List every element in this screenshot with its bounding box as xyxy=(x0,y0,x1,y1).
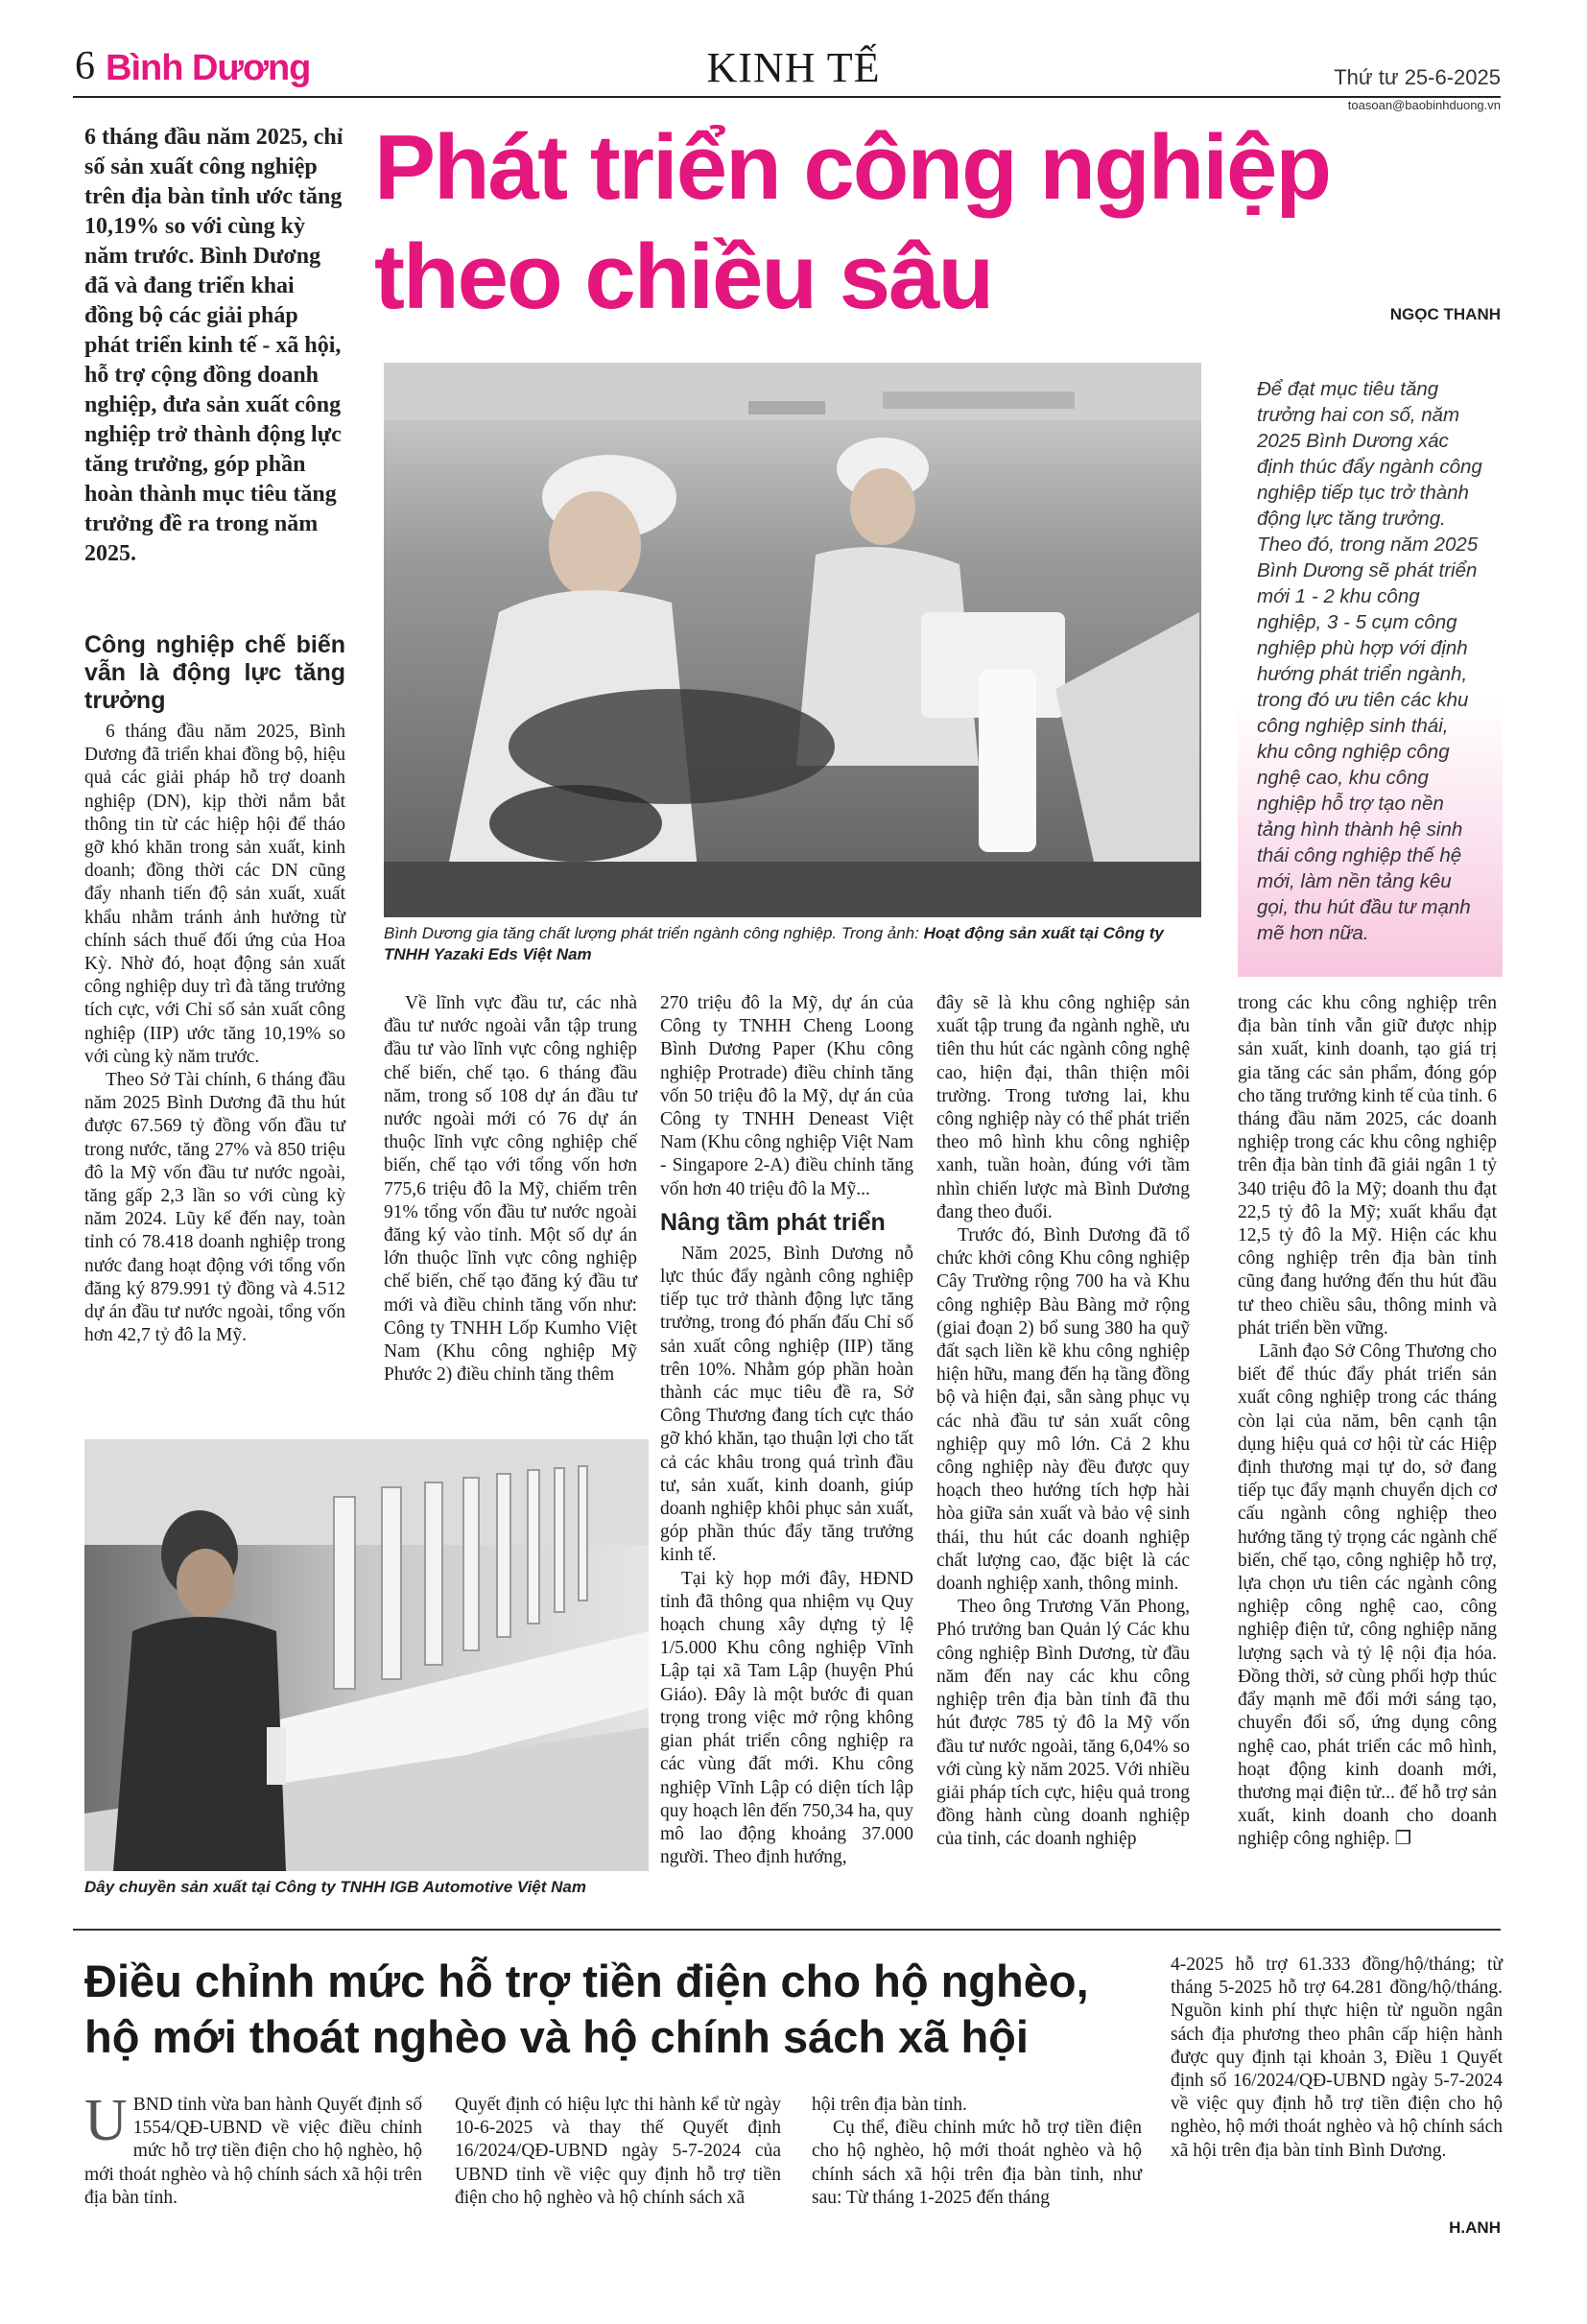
article-lead: 6 tháng đầu năm 2025, chỉ số sản xuất công nghiệp trên địa bàn tỉnh ước tăng 10,19% so với cùng kỳ năm trước. Bình Dương đã và đang triển khai đồng bộ các giải pháp phát triển kinh tế - xã hội, hỗ trợ cộng đồng doanh nghiệp, đưa sản xuất công nghiệp trở thành động lực tăng trưởng, góp phần hoàn thành mục tiêu tăng trưởng đề ra trong năm 2025. xyxy=(84,125,343,566)
news2-paragraph: Quyết định có hiệu lực thi hành kể từ ngày 10-6-2025 và thay thế Quyết định 16/2024/QĐ-UBND ngày 5-7-2024 của UBND tỉnh về việc quy định hỗ trợ tiền điện cho hộ nghèo và hộ chính sách xã xyxy=(455,2095,781,2208)
news2-column-1 xyxy=(84,2088,422,2210)
news2-paragraph: BND tỉnh vừa ban hành Quyết định số 1554/QĐ-UBND về việc điều chỉnh mức hỗ trợ tiền điện cho hộ nghèo, hộ mới thoát nghèo và hộ chính sách xã hội trên địa bàn tỉnh. xyxy=(84,2095,422,2208)
paragraph-text: Lãnh đạo Sở Công Thương cho biết để thúc đẩy phát triển sản xuất công nghiệp trong các tháng còn lại của năm, bên cạnh tận dụng hiệu quả cơ hội từ các Hiệp định thương mại tự do, sở đang tiếp tục đẩy mạnh chuyển dịch cơ cấu ngành công nghiệp theo hướng tăng tỷ trọng các ngành chế biến, chế tạo, công nghiệp hỗ trợ, lựa chọn ưu tiên các ngành công nghiệp công nghệ cao, công nghiệp điện tử, công nghiệp năng lượng sạch và tỷ lệ nội địa hóa. Đồng thời, sở cùng phối hợp thúc đẩy mạnh mẽ đổi mới sáng tạo, chuyển đổi số, ứng dụng công nghệ cao, phát triển các mô hình, hoạt động kinh doanh mới, thương mại điện tử... để hỗ trợ sản xuất, kinh doanh cho doanh nghiệp công nghiệp. xyxy=(1238,1341,1497,1850)
factory-workers-photo-graphic xyxy=(384,363,1201,917)
article-column-4 xyxy=(936,992,1190,1852)
news2-paragraph: hội trên địa bàn tỉnh. xyxy=(812,2095,967,2115)
paragraph: Theo Sở Tài chính, 6 tháng đầu năm 2025 Bình Dương đã thu hút được 67.569 tỷ đồng vốn đầu tư trong nước, tăng 27% và 850 triệu đô la Mỹ vốn đầu tư nước ngoài, tăng gấp 2,3 lần so với cùng kỳ năm 2024. Lũy kế đến nay, toàn tỉnh có 78.418 doanh nghiệp trong nước đang hoạt động với tổng vốn đăng ký 879.991 tỷ đồng và 4.512 dự án đầu tư nước ngoài, tổng vốn hơn 42,7 tỷ đô la Mỹ. xyxy=(84,1070,345,1346)
paragraph: Về lĩnh vực đầu tư, các nhà đầu tư nước ngoài vẫn tập trung đầu tư vào lĩnh vực công nghiệp chế biến, chế tạo. 6 tháng đầu năm, trong số 108 dự án đầu tư nước ngoài mới có 76 dự án thuộc lĩnh vực công nghiệp chế biến, chế tạo với tổng vốn hơn 775,6 triệu đô la Mỹ, chiếm trên 91% tổng vốn đầu tư nước ngoài đăng ký vào tỉnh. Một số dự án lớn thuộc lĩnh vực công nghiệp chế biến, chế tạo đăng ký đầu tư mới và điều chỉnh tăng vốn như: Công ty TNHH Lốp Kumho Việt Nam (Khu công nghiệp Mỹ Phước 2) điều chỉnh tăng thêm xyxy=(384,993,637,1386)
page-number: 6 xyxy=(75,44,95,88)
article-column-5 xyxy=(1238,992,1497,1852)
news2-title-line2: hộ mới thoát nghèo và hộ chính sách xã hội xyxy=(84,2011,1029,2062)
news2-paragraph: Cụ thể, điều chỉnh mức hỗ trợ tiền điện cho hộ nghèo, hộ mới thoát nghèo và hộ chính sách xã hội trên địa bàn tỉnh, như sau: Từ tháng 1-2025 đến tháng xyxy=(812,2118,1142,2208)
article-column-2 xyxy=(384,992,637,1387)
article-title-line1: Phát triển công nghiệp xyxy=(374,116,1331,219)
photo2-caption-text: Dây chuyền sản xuất tại Công ty TNHH IGB Automotive Việt Nam xyxy=(84,1878,586,1896)
brand-logo: Bình Dương xyxy=(106,48,311,88)
newsroom-email: toasoan@baobinhduong.vn xyxy=(1347,98,1501,112)
photo1-caption xyxy=(384,923,1201,965)
paragraph: Trước đó, Bình Dương đã tổ chức khởi công Khu công nghiệp Cây Trường rộng 700 ha và Khu công nghiệp Bàu Bàng mở rộng (giai đoạn 2) bổ sung 380 ha quỹ đất sạch liền kề khu công nghiệp hiện hữu, mang đến hạ tầng đồng bộ và hiện đại, sẵn sàng phục vụ các nhà đầu tư sản xuất công nghiệp quy mô lớn. Cả 2 khu công nghiệp này đều được quy hoạch theo hướng tích hợp hài hòa giữa sản xuất và bảo vệ sinh thái, thu hút các doanh nghiệp chất lượng cao, đặc biệt là các doanh nghiệp xanh, thông minh. xyxy=(936,1225,1190,1595)
paragraph xyxy=(1238,1340,1497,1851)
sidebar-quote: Để đạt mục tiêu tăng trưởng hai con số, năm 2025 Bình Dương xác định thúc đẩy ngành công nghiệp tiếp tục trở thành động lực tăng trưởng. Theo đó, trong năm 2025 Bình Dương sẽ phát triển mới 1 - 2 khu công nghiệp, 3 - 5 cụm công nghiệp phù hợp với định hướng phát triển ngành, trong đó ưu tiên các khu công nghiệp sinh thái, khu công nghiệp công nghệ cao, khu công nghiệp hỗ trợ tạo nền tảng hình thành hệ sinh thái công nghiệp thế hệ mới, làm nền tảng kêu gọi, thu hút đầu tư mạnh mẽ hơn nữa. xyxy=(1257,378,1482,944)
end-mark-icon: ❐ xyxy=(1394,1829,1412,1850)
article-title-line2: theo chiều sâu xyxy=(374,225,993,328)
paragraph: 6 tháng đầu năm 2025, Bình Dương đã triển khai đồng bộ, hiệu quả các giải pháp hỗ trợ doanh nghiệp (DN), kịp thời nắm bắt thông tin từ các hiệp hội để tháo gỡ khó khăn trong sản xuất, kinh doanh; đồng thời các DN cũng đẩy nhanh tiến độ sản xuất, xuất khẩu nhằm tránh ảnh hưởng từ chính sách thuế đối ứng của Hoa Kỳ. Nhờ đó, hoạt động sản xuất công nghiệp duy trì đà tăng trưởng tích cực, với Chỉ số sản xuất công nghiệp (IIP) ước tăng 10,19% so với cùng kỳ năm trước. xyxy=(84,722,345,1067)
dropcap: U xyxy=(84,2088,128,2153)
production-line-photo-graphic xyxy=(84,1439,649,1871)
paragraph: Theo ông Trương Văn Phong, Phó trưởng ban Quản lý Các khu công nghiệp Bình Dương, từ đầu năm đến nay các khu công nghiệp trên địa bàn tỉnh đã thu hút được 785 tỷ đô la Mỹ vốn đầu tư nước ngoài, tăng 6,04% so với cùng kỳ năm 2025. Với nhiều giải pháp tích cực, hiệu quả trong đồng hành cùng doanh nghiệp của tỉnh, các doanh nghiệp xyxy=(936,1597,1190,1850)
photo2-caption xyxy=(84,1877,649,1898)
header-rule xyxy=(73,96,1501,98)
issue-date: Thứ tư 25-6-2025 xyxy=(1334,65,1501,89)
news2-title-line1: Điều chỉnh mức hỗ trợ tiền điện cho hộ nghèo, xyxy=(84,1956,1089,2006)
production-line-photo xyxy=(84,1439,649,1871)
section-title: KINH TẾ xyxy=(706,44,881,91)
article-author: NGỌC THANH xyxy=(1389,305,1501,323)
news2-column-3 xyxy=(812,2094,1142,2210)
section-divider xyxy=(73,1929,1501,1931)
news2-author: H.ANH xyxy=(1449,2218,1501,2237)
paragraph: trong các khu công nghiệp trên địa bàn tỉnh vẫn giữ được nhịp sản xuất, kinh doanh, tạo giá trị gia tăng các sản phẩm, đóng góp cho tăng trưởng kinh tế của tỉnh. 6 tháng đầu năm 2025, các doanh nghiệp trong các khu công nghiệp trên địa bàn tỉnh đã giải ngân 1 tỷ 340 triệu đô la Mỹ; doanh thu đạt 22,5 tỷ đô la Mỹ; xuất khẩu đạt 12,5 tỷ đô la Mỹ. Hiện các khu công nghiệp trên địa bàn tỉnh cũng đang hướng đến thu hút đầu tư theo chiều sâu, thông minh và phát triển bền vững. xyxy=(1238,993,1497,1339)
photo1-caption-text: Bình Dương gia tăng chất lượng phát triển ngành công nghiệp. Trong ảnh: xyxy=(384,924,924,942)
paragraph: Năm 2025, Bình Dương nỗ lực thúc đẩy ngành công nghiệp tiếp tục trở thành động lực tăng trưởng, trong đó phấn đấu Chỉ số sản xuất công nghiệp (IIP) tăng trên 10%. Nhằm góp phần hoàn thành các mục tiêu đề ra, Sở Công Thương đang tích cực tháo gỡ khó khăn, tạo thuận lợi cho tất cả các khâu trong quá trình đầu tư, sản xuất, kinh doanh, giúp doanh nghiệp khôi phục sản xuất, góp phần thúc đẩy tăng trưởng kinh tế. xyxy=(660,1243,913,1566)
news2-column-2 xyxy=(455,2094,781,2210)
subhead-development: Nâng tầm phát triển xyxy=(660,1208,886,1236)
news2-paragraph: 4-2025 hỗ trợ 61.333 đồng/hộ/tháng; từ tháng 5-2025 hỗ trợ 64.281 đồng/hộ/tháng. Nguồn kinh phí thực hiện từ nguồn ngân sách địa phương theo phân cấp hiện hành được quy định tại khoản 3, Điều 1 Quyết định số 16/2024/QĐ-UBND ngày 5-7-2024 về việc quy định hỗ trợ tiền điện cho hộ nghèo, hộ mới thoát nghèo và hộ chính sách xã hội trên địa bàn tỉnh Bình Dương. xyxy=(1171,1955,1503,2161)
article-column-1 xyxy=(84,628,345,1347)
paragraph: đây sẽ là khu công nghiệp sản xuất tập trung đa ngành nghề, ưu tiên thu hút các ngành công nghệ cao, hiện đại, thân thiện môi trường. Trong tương lai, khu công nghiệp này có thể phát triển theo mô hình khu công nghiệp xanh, tuần hoàn, đúng với tầm nhìn chiến lược mà Bình Dương đang theo đuổi. xyxy=(936,993,1190,1222)
article-column-3 xyxy=(660,992,913,1869)
paragraph: 270 triệu đô la Mỹ, dự án của Công ty TNHH Cheng Loong Bình Dương Paper (Khu công nghiệp Protrade) điều chỉnh tăng vốn 50 triệu đô la Mỹ, dự án của Công ty TNHH Deneast Việt Nam (Khu công nghiệp Việt Nam - Singapore 2-A) điều chỉnh tăng vốn hơn 40 triệu đô la Mỹ... xyxy=(660,993,913,1199)
subhead-processing-industry: Công nghiệp chế biến vẫn là động lực tăng trưởng xyxy=(84,631,345,714)
paragraph: Tại kỳ họp mới đây, HĐND tỉnh đã thông qua nhiệm vụ Quy hoạch chung xây dựng tỷ lệ 1/5.000 Khu công nghiệp Vĩnh Lập tại xã Tam Lập (huyện Phú Giáo). Đây là một bước đi quan trọng trong việc mở rộng không gian phát triển công nghiệp ra các vùng đất mới. Khu công nghiệp Vĩnh Lập có diện tích lập quy hoạch lên đến 750,34 ha, quy mô lao động khoảng 37.000 người. Theo định hướng, xyxy=(660,1568,913,1868)
news2-column-4 xyxy=(1171,1954,1503,2163)
photo1-caption-subject: Hoạt động sản xuất tại Công ty TNHH Yazaki Eds Việt Nam xyxy=(384,924,1164,963)
news2-title xyxy=(84,1954,1178,2065)
factory-workers-photo xyxy=(384,363,1201,917)
article-title xyxy=(374,113,1330,332)
